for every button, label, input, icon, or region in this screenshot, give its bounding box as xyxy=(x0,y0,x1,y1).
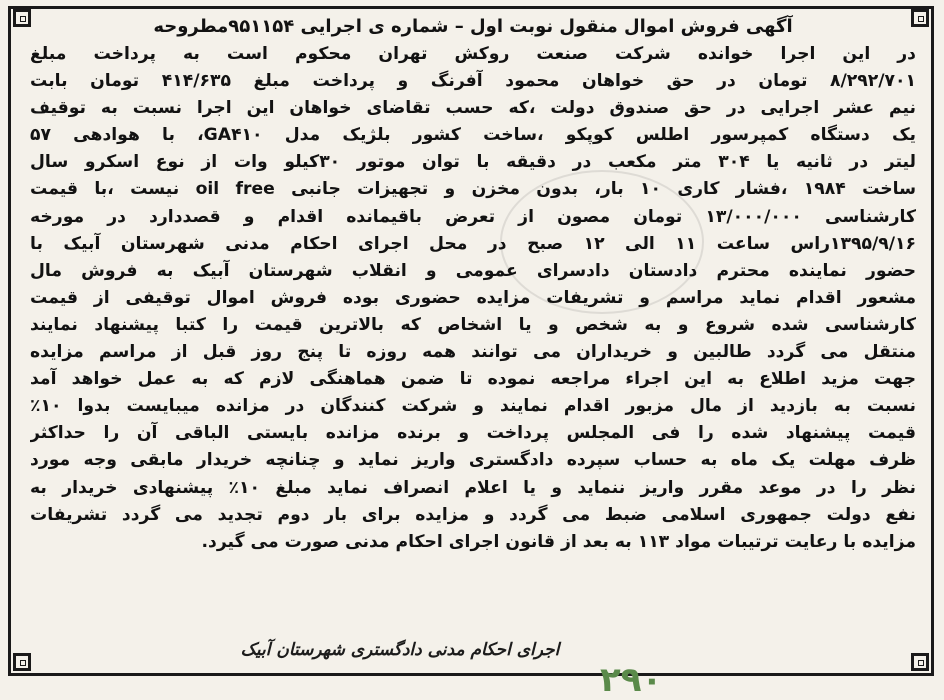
issuer-signature: اجرای احکام مدنی دادگستری شهرستان آبیک xyxy=(240,640,560,660)
corner-ornament xyxy=(13,653,31,671)
notice-line: ۸/۲۹۲/۷۰۱ تومان در حق خواهان محمود آفرنگ و پرداخت مبلغ ۴۱۴/۶۳۵ تومان بابت xyxy=(30,71,916,92)
notice-line: کارشناسی شده شروع و به شخص و یا اشخاص که بالاترین قیمت را کتبا پیشنهاد نمایند xyxy=(30,314,916,335)
notice-line: ظرف مهلت یک ماه به حساب سپرده دادگستری واریز نماید و چنانچه خریدار مابقی وجه مورد xyxy=(30,450,916,471)
notice-line: حضور نماینده محترم دادستان دادسرای عمومی و انقلاب شهرستان آبیک به فروش مال xyxy=(30,260,916,281)
notice-line: یک دستگاه کمپرسور اطلس کوپکو ،ساخت کشور بلژیک مدل GA۴۱۰، با هوادهی ۵۷ xyxy=(30,125,916,146)
notice-line: ساخت ۱۹۸۴ ،فشار کاری ۱۰ بار، بدون مخزن و تجهیزات جانبی oil free نیست ،با قیمت xyxy=(30,179,916,200)
notice-line: نسبت به بازدید از مال مزبور اقدام نمایند و شرکت کنندگان در مزانده میبایست بدوا ۱۰٪ xyxy=(30,396,916,417)
notice-line: مزایده با رعایت ترتیبات مواد ۱۱۳ به بعد از قانون اجرای احکام مدنی صورت می گیرد. xyxy=(201,531,916,552)
notice-title: آگهی فروش اموال منقول نوبت اول – شماره ی اجرایی ۹۵۱۱۵۴مطروحه xyxy=(153,16,793,37)
notice-line: منتقل می گردد طالبین و خریداران می توانند همه روزه تا پنج روز قبل از مراسم مزایده xyxy=(30,342,916,363)
corner-ornament xyxy=(13,9,31,27)
notice-line: جهت مزید اطلاع به این اجراء مراجعه نموده تا ضمن هماهنگی لازم که به عمل خواهد آمد xyxy=(30,369,916,390)
corner-ornament xyxy=(911,653,929,671)
notice-line: در این اجرا خوانده شرکت صنعت روکش تهران محکوم است به پرداخت مبلغ xyxy=(30,44,916,64)
notice-line: نظر را در موعد مقرر واریز ننماید و یا اعلام انصراف نماید مبلغ ۱۰٪ پیشنهادی خریدار به xyxy=(30,477,916,498)
notice-line: مشعور اقدام نماید مراسم و تشریفات مزایده حضوری بوده فروش اموال توقیفی از قیمت xyxy=(30,287,916,308)
notice-line: ۱۳۹۵/۹/۱۶راس ساعت ۱۱ الی ۱۲ صبح در محل اجرای احکام مدنی شهرستان آبیک با xyxy=(30,233,916,254)
notice-line: لیتر در ثانیه یا ۳۰۴ متر مکعب در دقیقه با توان موتور ۳۰کیلو وات از نوع اسکرو سال xyxy=(30,152,916,173)
notice-line: نفع دولت جمهوری اسلامی ضبط می گردد و مزایده برای بار دوم تجدید می گردد تشریفات xyxy=(30,504,916,525)
notice-body xyxy=(30,14,916,556)
notice-line: قیمت پیشنهاد شده را فی المجلس پرداخت و برنده مزانده بایستی الباقی آن را حداکثر xyxy=(30,423,916,444)
notice-line: نیم عشر اجرایی در حق صندوق دولت ،که حسب تقاضای خواهان این اجرا نسبت به توقیف xyxy=(30,98,916,119)
stamp-number: ۲۹۰ xyxy=(600,660,663,700)
notice-line: کارشناسی ۱۳/۰۰۰/۰۰۰ تومان مصون از تعرض باقیمانده اقدام و قصددارد در مورخه xyxy=(30,206,916,227)
